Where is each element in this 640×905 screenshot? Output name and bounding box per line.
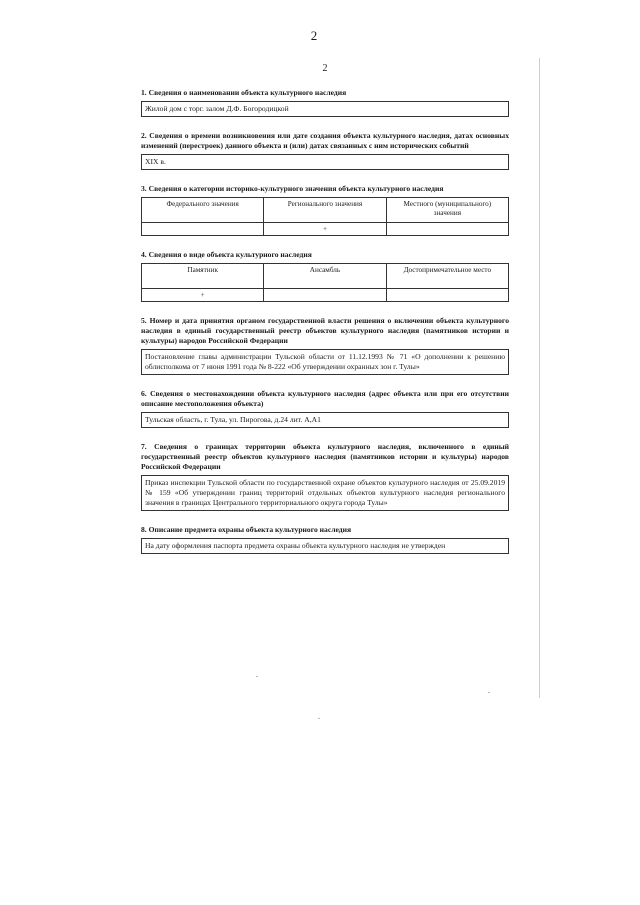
type-ensemble-header: Ансамбль: [264, 264, 386, 289]
category-local-header: Местного (муниципального) значения: [386, 198, 508, 223]
section-6-heading: 6. Сведения о местонахождении объекта культурного наследия (адрес объекта или при его отсутствии описание местоположения объекта): [141, 389, 509, 408]
outer-page-number: 2: [310, 28, 318, 43]
type-monument-header: Памятник: [142, 264, 264, 289]
category-federal-header: Федерального значения: [142, 198, 264, 223]
object-name-value: Жилой дом с торг. залом Д.Ф. Богородицкой: [141, 101, 509, 117]
section-7-heading: 7. Сведения о границах территории объекта культурного наследия, включенного в единый государственный реестр объектов культурного наследия (памятников истории и культуры) народов Российской Федерации: [141, 442, 509, 471]
category-table: [141, 197, 509, 236]
registry-decision-value: Постановление главы администрации Тульской области от 11.12.1993 № 71 «О дополнении к решению облисполкома от 7 июня 1991 года № 8-222 «Об утверждении охранных зон г. Тулы»: [141, 349, 509, 375]
section-dates: [141, 131, 509, 170]
section-registry-decision: [141, 316, 509, 375]
passport-page: [141, 64, 509, 568]
section-protection-subject: [141, 525, 509, 554]
protection-subject-value: На дату оформления паспорта предмета охраны объекта культурного наследия не утвержден: [141, 538, 509, 554]
category-federal-mark: [142, 223, 264, 236]
section-name: [141, 88, 509, 117]
section-8-heading: 8. Описание предмета охраны объекта культурного наследия: [141, 525, 352, 534]
type-ensemble-mark: [264, 289, 386, 302]
scan-speck: [318, 718, 320, 719]
section-type: [141, 250, 509, 302]
section-category: [141, 184, 509, 236]
section-location: [141, 389, 509, 428]
section-3-heading: 3. Сведения о категории историко-культурного значения объекта культурного наследия: [141, 184, 444, 193]
type-monument-mark: +: [142, 289, 264, 302]
type-landmark-mark: [386, 289, 508, 302]
scan-speck: [488, 692, 490, 693]
category-regional-mark: +: [264, 223, 386, 236]
scan-speck: [256, 676, 258, 677]
section-4-heading: 4. Сведения о виде объекта культурного наследия: [141, 250, 312, 259]
section-1-heading: 1. Сведения о наименовании объекта культурного наследия: [141, 88, 347, 97]
section-5-heading: 5. Номер и дата принятия органом государственной власти решения о включении объекта культурного наследия в единый государственный реестр объектов культурного наследия (памятников истории и культуры) народов Российской Федерации: [141, 316, 509, 345]
creation-date-value: XIX в.: [141, 154, 509, 170]
section-boundaries: [141, 442, 509, 511]
type-table: [141, 263, 509, 302]
scan-edge-line: [539, 58, 540, 698]
category-regional-header: Регионального значения: [264, 198, 386, 223]
section-2-heading: 2. Сведения о времени возникновения или дате создания объекта культурного наследия, датах основных изменений (перестроек) данного объекта и (или) датах связанных с ним исторических событий: [141, 131, 509, 150]
address-value: Тульская область, г. Тула, ул. Пирогова, д.24 лит. А,А1: [141, 412, 509, 428]
boundaries-value: Приказ инспекции Тульской области по государственной охране объектов культурного наследия от 25.09.2019 № 159 «Об утверждении границ территорий отдельных объектов культурного наследия регионального значения в границах Центрального территориального округа города Тулы»: [141, 475, 509, 511]
type-landmark-header: Достопримечательное место: [386, 264, 508, 289]
inner-page-number: 2: [322, 63, 328, 74]
category-local-mark: [386, 223, 508, 236]
